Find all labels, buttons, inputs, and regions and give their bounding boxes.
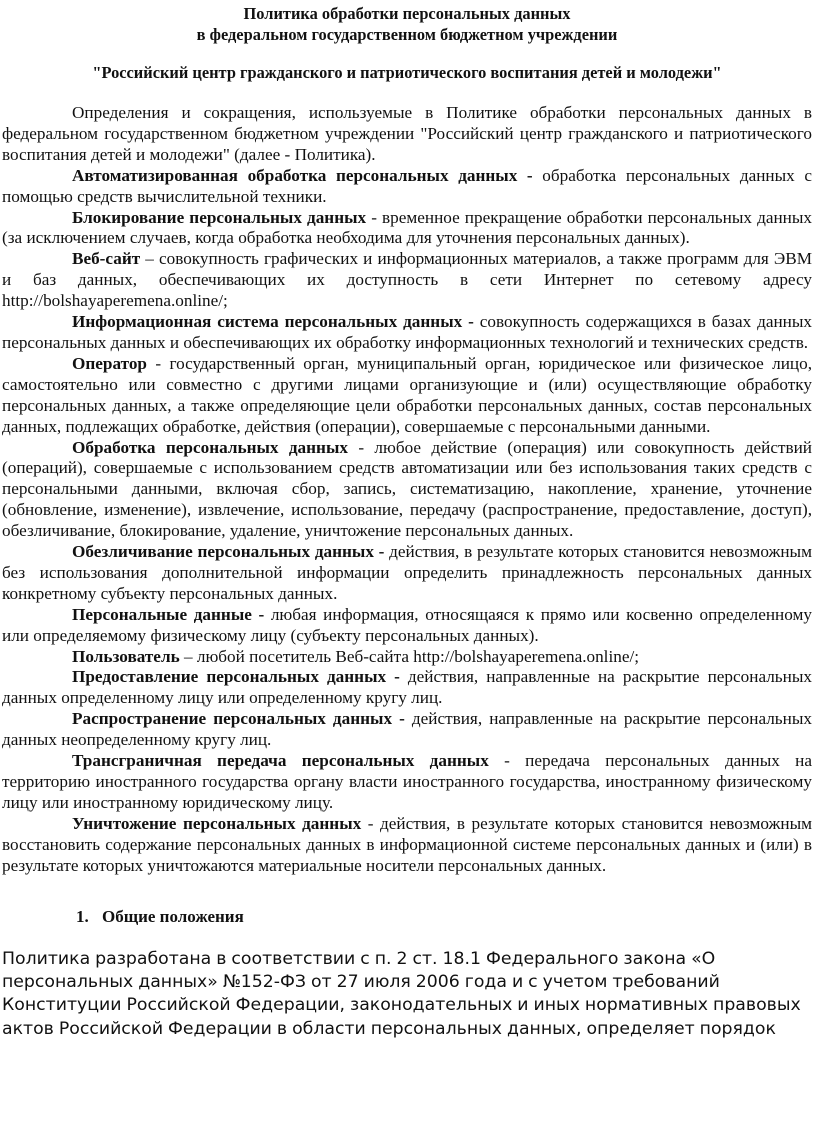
- definition-text: обработка персональных данных с помощью средств вычислительной техники.: [2, 165, 812, 206]
- definition-term: Уничтожение персональных данных: [72, 813, 362, 833]
- definition-text: - действия, в результате которых становится невозможным восстановить содержание персональных данных в информационной системе персональных данных и (или) в результате которых уничтожаются материальные носители персональных данных.: [2, 813, 812, 875]
- definition-paragraph: [2, 542, 812, 605]
- definition-term: Блокирование персональных данных: [72, 207, 367, 227]
- definition-text: действия, в результате которых становится невозможным без использования дополнительной информации определить принадлежность персональных данных конкретному субъекту персональных данных.: [2, 542, 812, 603]
- definition-text: действия, направленные на раскрытие персональных данных неопределенному кругу лиц.: [2, 709, 812, 750]
- definition-text: действия, направленные на раскрытие персональных данных определенному лицу или определенному кругу лиц.: [2, 667, 812, 708]
- document-title: [2, 3, 812, 45]
- definition-paragraph: [2, 438, 812, 543]
- organization-title: "Российский центр гражданского и патриотического воспитания детей и молодежи": [92, 63, 722, 82]
- definition-text: - передача персональных данных на территорию иностранного государства органу власти иностранного государства, иностранному физическому лицу или иностранному юридическому лицу.: [2, 751, 812, 812]
- definition-term: Персональные данные -: [72, 604, 265, 624]
- definition-term: Распространение персональных данных -: [72, 709, 405, 729]
- definition-text: – любой посетитель Веб-сайта http://bolshayaperemena.online/;: [179, 646, 640, 666]
- section-number: 1.: [76, 906, 89, 926]
- definition-text: - временное прекращение обработки персональных данных (за исключением случаев, когда обработка необходима для уточнения персональных данных).: [2, 207, 812, 248]
- definition-paragraph: [2, 249, 812, 312]
- section-paragraph: Политика разработана в соответствии с п. 2 ст. 18.1 Федерального закона «О персональных данных» №152-ФЗ от 27 июля 2006 года и с учетом требований Конституции Российской Федерации, законодательных и иных нормативных правовых актов Российской Федерации в области персональных данных, определяет порядок: [2, 948, 801, 1039]
- definition-text: – совокупность графических и информационных материалов, а также программ для ЭВМ и баз данных, обеспечивающих их доступность в сети Интернет по сетевому адресу http://bolshayaperemena.online/;: [2, 249, 812, 311]
- document-title-line: Политика обработки персональных данных: [243, 4, 571, 23]
- definition-term: Предоставление персональных данных -: [72, 667, 400, 687]
- definition-term: Оператор: [72, 353, 147, 373]
- definition-term: Веб-сайт: [72, 249, 141, 269]
- definition-text: - любое действие (операция) или совокупность действий (операций), совершаемые с использованием средств автоматизации или без использования таких средств с персональными данными, включая сбор, запись, систематизацию, накопление, хранение, уточнение (обновление, изменение), извлечение, использование, передачу (распространение, предоставление, доступ), обезличивание, блокирование, удаление, уничтожение персональных данных.: [2, 437, 812, 541]
- definition-paragraph: [2, 354, 812, 438]
- intro-paragraph: Определения и сокращения, используемые в Политике обработки персональных данных в федеральном государственном бюджетном учреждении "Российский центр гражданского и патриотического воспитания детей и молодежи" (далее - Политика).: [2, 103, 812, 164]
- definition-paragraph: [2, 208, 812, 250]
- definition-paragraph: [2, 312, 812, 354]
- definition-text: - государственный орган, муниципальный орган, юридическое или физическое лицо, самостоятельно или совместно с другими лицами организующие и (или) осуществляющие обработку персональных данных, а также определяющие цели обработки персональных данных, состав персональных данных, подлежащих обработке, действия (операции), совершаемые с персональными данными.: [2, 353, 812, 436]
- definition-paragraph: [2, 814, 812, 877]
- document-title-line: в федеральном государственном бюджетном учреждении: [196, 25, 618, 44]
- definition-paragraph: [2, 605, 812, 647]
- definitions-list: [2, 166, 812, 877]
- section-title: Общие положения: [102, 906, 244, 926]
- definition-paragraph: [2, 751, 812, 814]
- definition-term: Пользователь: [72, 646, 180, 666]
- definition-text: любая информация, относящаяся к прямо или косвенно определенному или определяемому физическому лицу (субъекту персональных данных).: [2, 604, 812, 645]
- definition-paragraph: [2, 647, 812, 668]
- definition-term: Обработка персональных данных: [72, 437, 348, 457]
- definition-term: Автоматизированная обработка персональных данных -: [72, 165, 533, 185]
- definition-paragraph: [2, 709, 812, 751]
- definition-paragraph: [2, 166, 812, 208]
- section-heading: [76, 906, 812, 927]
- definition-paragraph: [2, 667, 812, 709]
- definition-term: Информационная система персональных данных -: [72, 312, 474, 332]
- definition-term: Трансграничная передача персональных данных: [72, 751, 489, 771]
- definition-term: Обезличивание персональных данных -: [72, 542, 385, 562]
- definition-text: совокупность содержащихся в базах данных персональных данных и обеспечивающих их обработку информационных технологий и технических средств.: [2, 312, 812, 352]
